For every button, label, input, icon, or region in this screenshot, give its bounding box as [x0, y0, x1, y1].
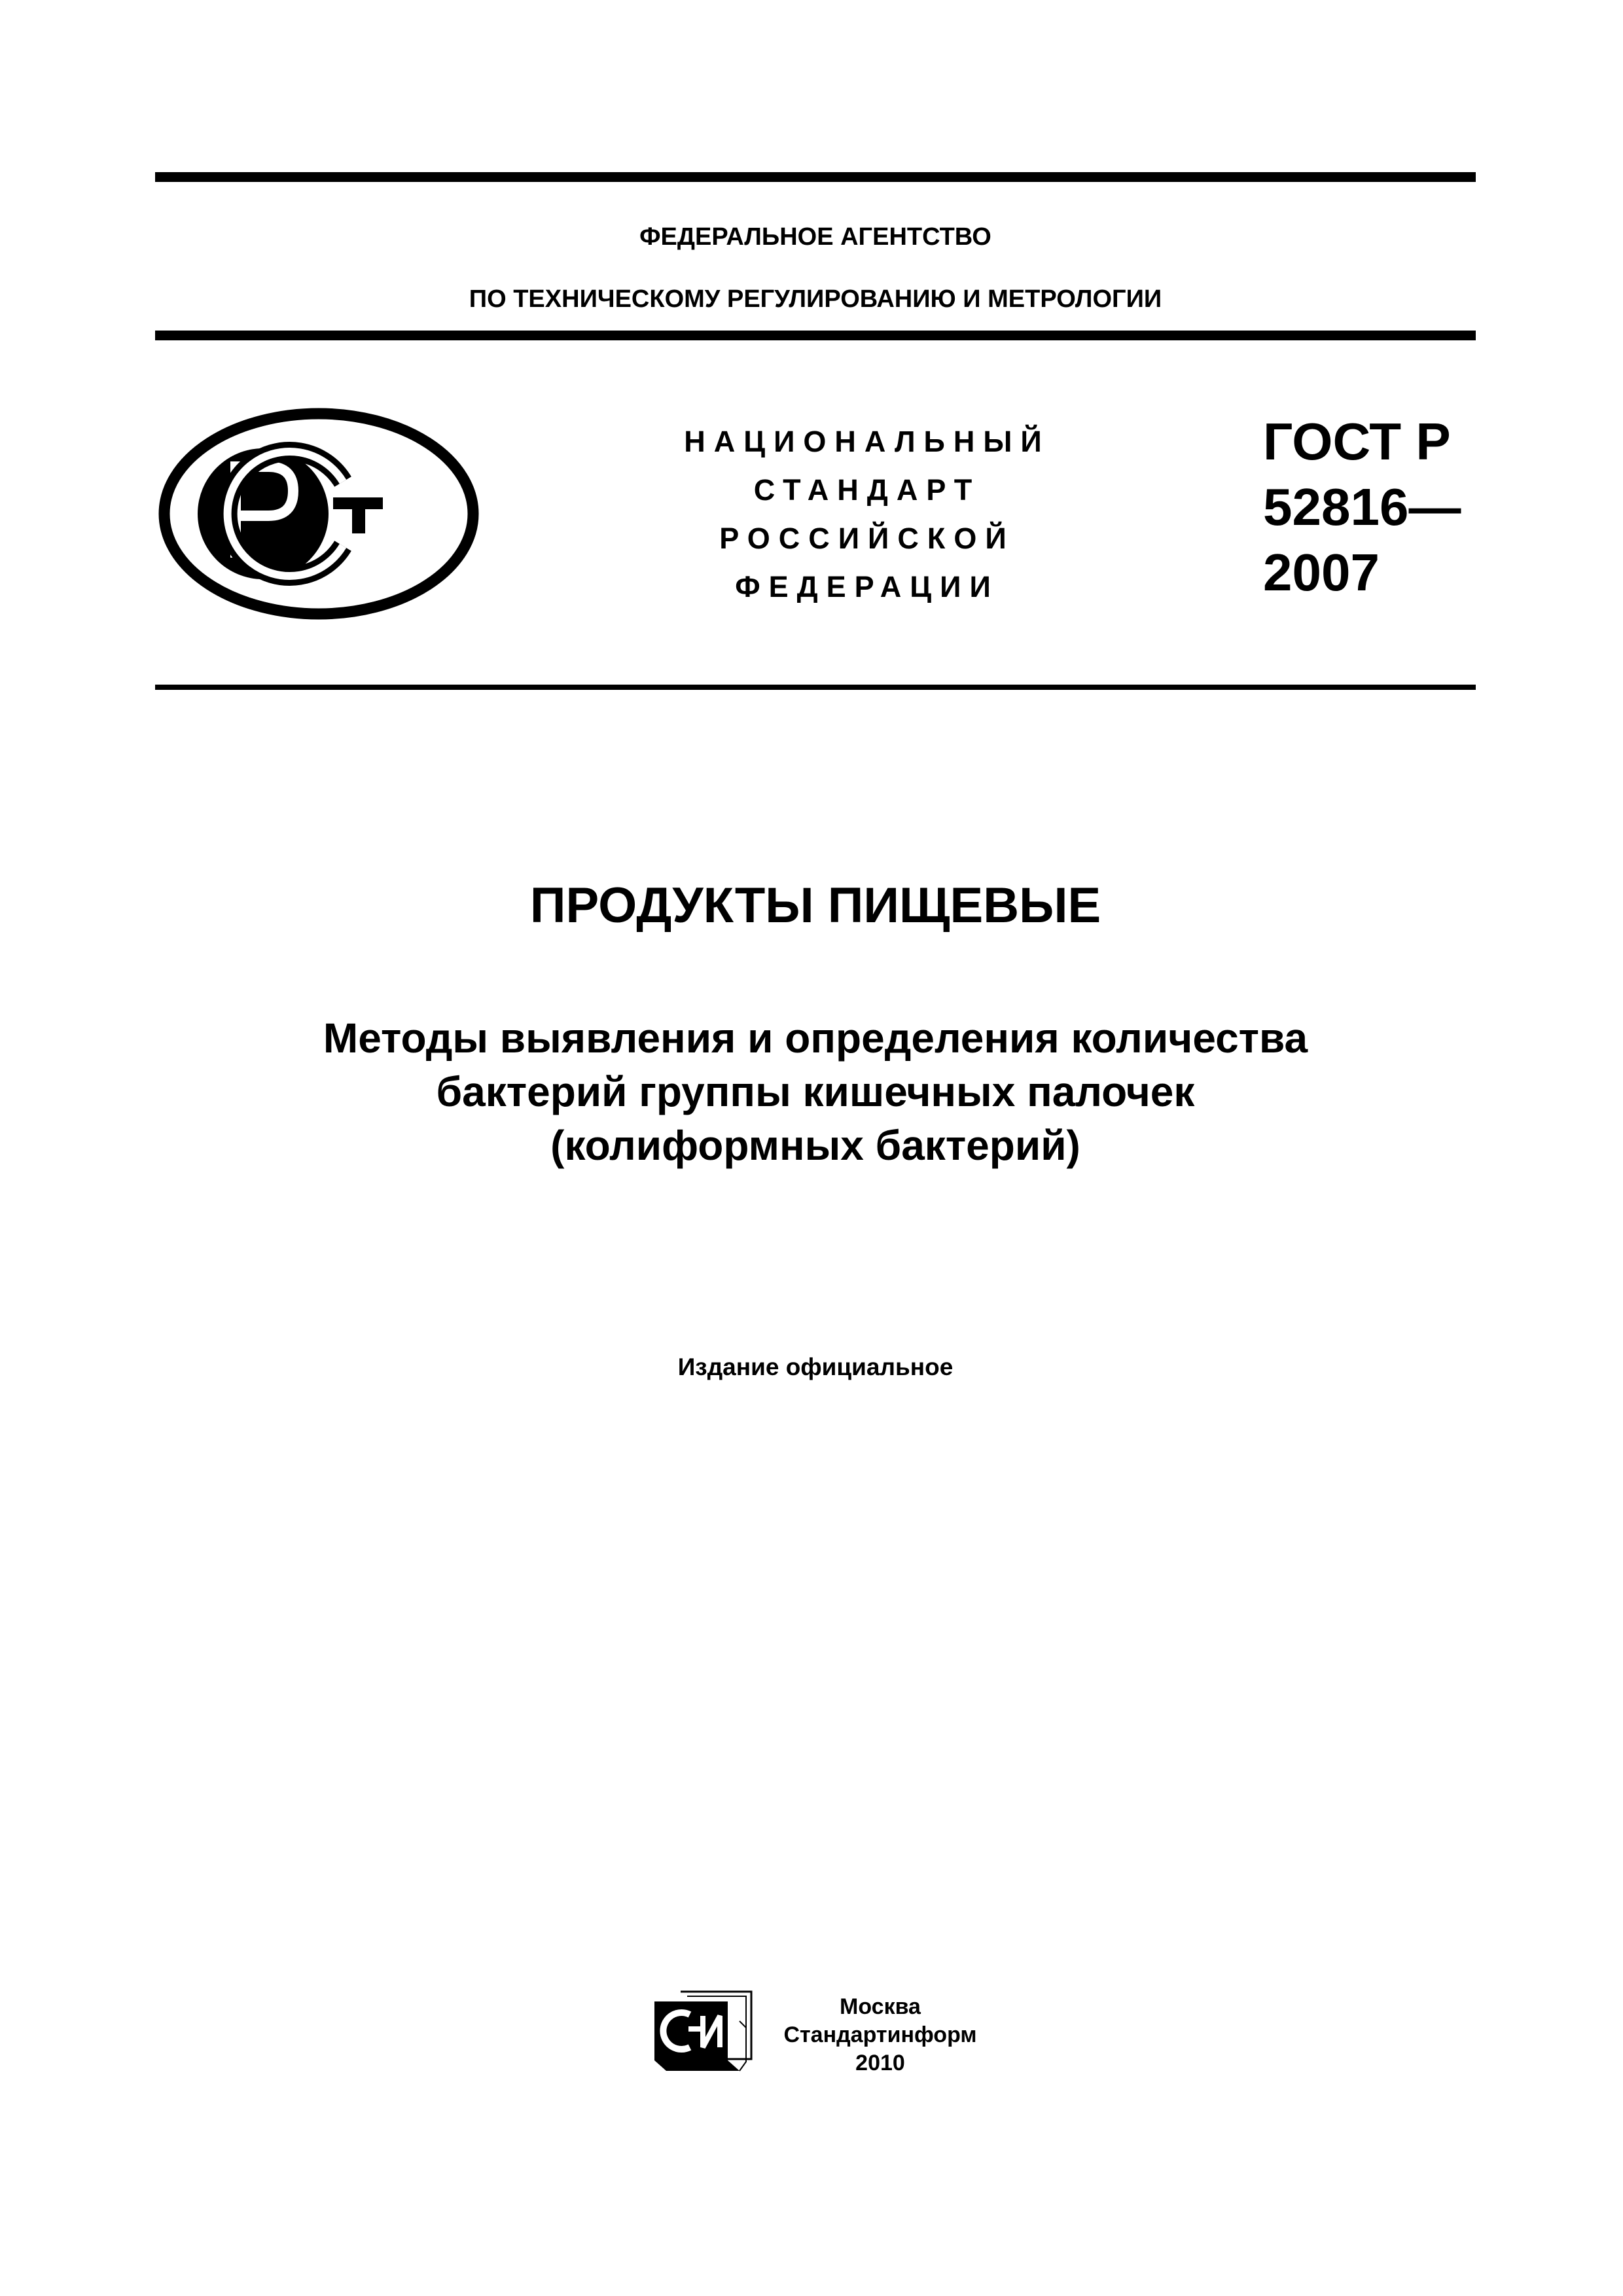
national-standard-label: [628, 418, 1106, 611]
designation-line: 52816—: [1263, 478, 1461, 536]
standard-block-rule: [155, 685, 1476, 690]
agency-line-1: ФЕДЕРАЛЬНОЕ АГЕНТСТВО: [639, 223, 991, 251]
document-subtitle: [155, 1011, 1476, 1172]
imprint-year: 2010: [855, 2051, 905, 2075]
imprint: [772, 1993, 988, 2077]
edition-label: Издание официальное: [677, 1354, 954, 1380]
standard-type-line: РОССИЙСКОЙ: [719, 522, 1015, 555]
standard-type-line: НАЦИОНАЛЬНЫЙ: [684, 425, 1050, 458]
subtitle-line: Методы выявления и определения количества: [323, 1014, 1308, 1062]
standard-type-line: СТАНДАРТ: [753, 473, 981, 507]
standartinform-publisher-icon: [654, 1988, 753, 2072]
header-bottom-rule: [155, 331, 1476, 340]
subtitle-line: (колиформных бактерий): [550, 1122, 1080, 1169]
imprint-city: Москва: [840, 1994, 921, 2019]
standard-type-line: ФЕДЕРАЦИИ: [735, 570, 999, 603]
rst-conformity-mark-icon: [155, 406, 482, 622]
agency-line-2: ПО ТЕХНИЧЕСКОМУ РЕГУЛИРОВАНИЮ И МЕТРОЛОГИИ: [469, 285, 1162, 313]
document-title: ПРОДУКТЫ ПИЩЕВЫЕ: [529, 878, 1101, 933]
agency-header: [155, 206, 1476, 331]
standard-designation: [1263, 409, 1461, 605]
designation-line: 2007: [1263, 543, 1380, 601]
imprint-publisher: Стандартинформ: [783, 2022, 977, 2047]
subtitle-line: бактерий группы кишечных палочек: [436, 1068, 1195, 1115]
top-thick-rule: [155, 172, 1476, 182]
designation-line: ГОСТ Р: [1263, 412, 1451, 471]
